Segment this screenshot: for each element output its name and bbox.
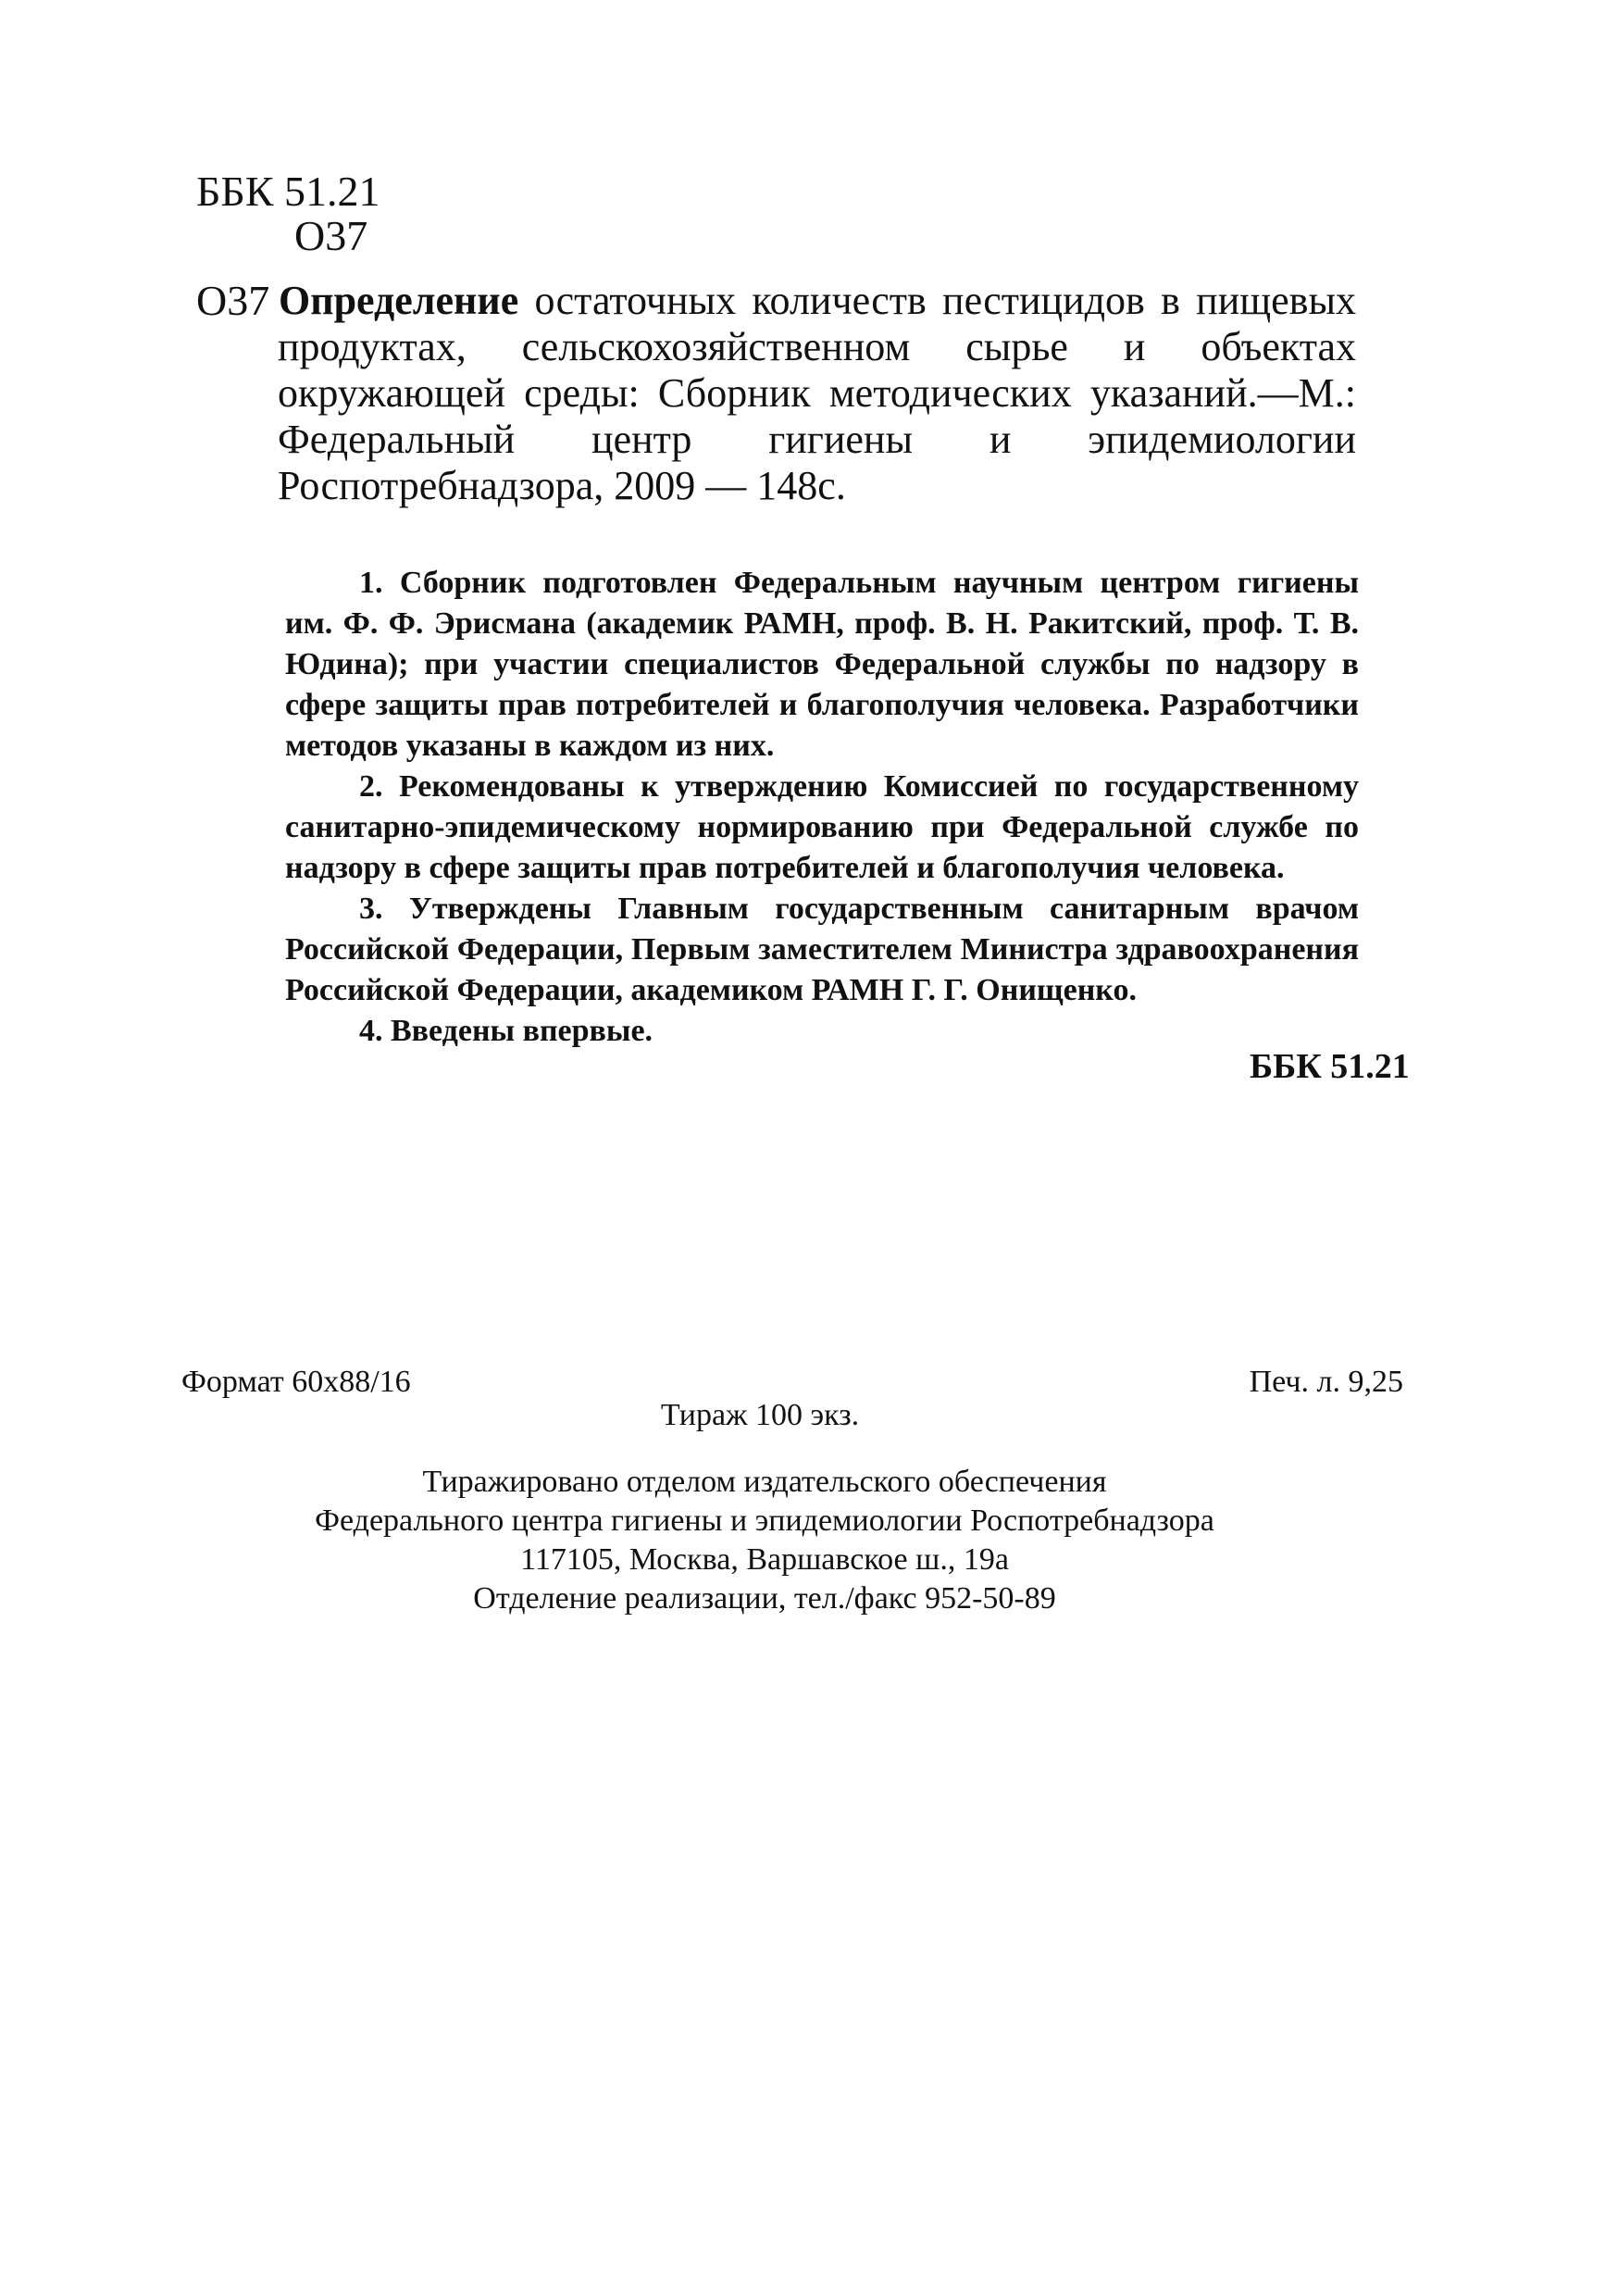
author-code: О37 — [294, 212, 368, 259]
format-info: Формат 60х88/16 — [181, 1365, 411, 1399]
entry-text — [278, 278, 1356, 509]
publisher-block — [181, 1463, 1403, 1618]
note-item: 4. Введены впервые. — [359, 1014, 653, 1048]
note-item: 1. Сборник подготовлен Федеральным научным центром гигиены им. Ф. Ф. Эрисмана (академик РАМН, проф. В. Н. Ракитский, проф. Т. В. Юдина); при участии специалистов Федеральной службы по надзору в сфере защиты прав потребителей и благополучия человека. Разработчики методов указаны в каждом из них. — [285, 566, 1359, 763]
note-item: 3. Утверждены Главным государственным санитарным врачом Российской Федерации, Первым заместителем Министра здравоохранения Российской Федерации, академиком РАМН Г. Г. Онищенко. — [285, 892, 1359, 1007]
notes-section — [285, 563, 1359, 1052]
bbk-classification: ББК 51.21 — [196, 168, 380, 215]
entry-title-lead: Определение — [279, 278, 519, 323]
bibliographic-entry — [196, 278, 1400, 509]
entry-code: О37 — [196, 277, 270, 324]
printed-sheets: Печ. л. 9,25 — [1249, 1365, 1403, 1399]
publisher-contact: Отделение реализации, тел./факс 952-50-89 — [473, 1581, 1056, 1616]
print-run: Тираж 100 экз. — [660, 1398, 860, 1432]
publisher-line: Федерального центра гигиены и эпидемиологии Роспотребнадзора — [315, 1504, 1214, 1538]
bbk-footer-code: ББК 51.21 — [1250, 1047, 1410, 1086]
entry-title-rest: остаточных количеств пестицидов в пищевых продуктах, сельскохозяйственном сырье и объектах окружающей среды: Сборник методических указаний.—М.: Федеральный центр гигиены и эпидемиологии Роспотребнадзора, 2009 — 148с. — [278, 278, 1357, 508]
publisher-line: Тиражировано отделом издательского обеспечения — [422, 1465, 1107, 1499]
note-item: 2. Рекомендованы к утверждению Комиссией по государственному санитарно-эпидемическому нормированию при Федеральной службе по надзору в сфере защиты прав потребителей и благополучия человека. — [285, 769, 1359, 885]
publisher-address: 117105, Москва, Варшавское ш., 19а — [520, 1542, 1009, 1577]
